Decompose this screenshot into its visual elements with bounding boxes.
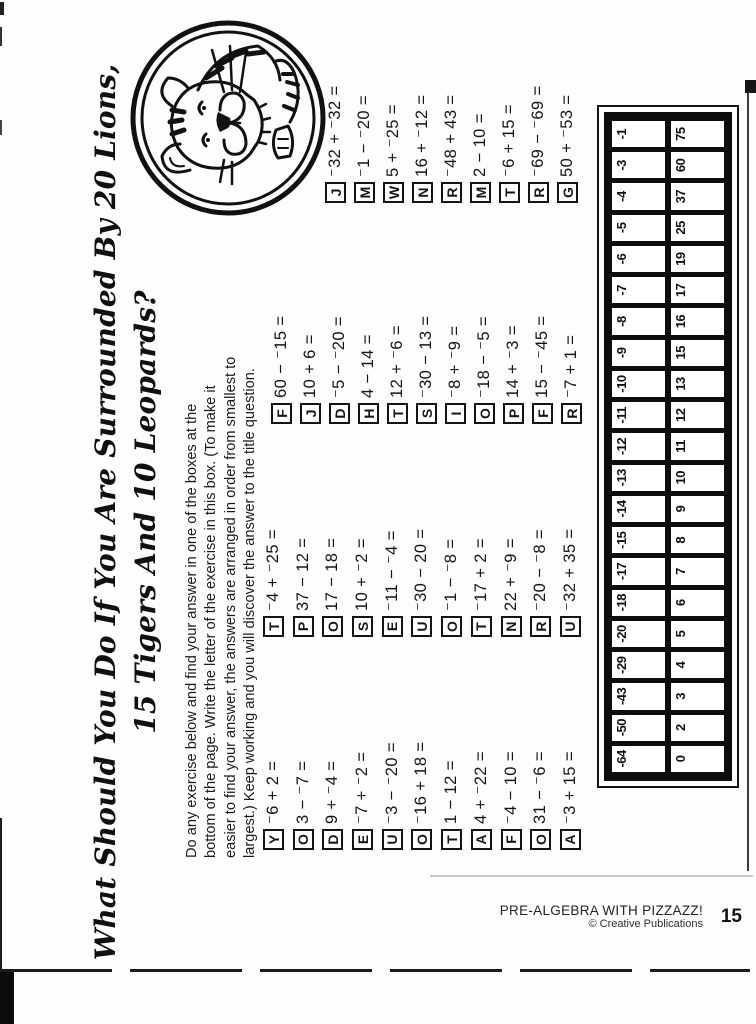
scan-edge-line-right (747, 85, 749, 871)
answer-cell (671, 652, 724, 678)
exercise-letter-box: T (441, 829, 462, 850)
exercise-expression: ⁻7 + 1 = (562, 334, 580, 398)
answer-cell (612, 183, 665, 209)
exercise-letter-box: U (560, 616, 581, 637)
title-line-2: 15 Tigers And 10 Leopards? (129, 290, 162, 734)
exercise-letter-box: T (471, 616, 492, 637)
answer-cell (671, 183, 724, 209)
exercise-letter-box: E (382, 616, 403, 637)
exercise-expression: ⁻18 − ⁻5 = (475, 316, 493, 398)
exercise-letter-box: D (329, 403, 350, 424)
answer-value: 16 (673, 314, 688, 329)
exercise-letter-box: N (501, 616, 522, 637)
exercise-expression: 3 − ⁻7 = (293, 760, 312, 824)
exercise-expression: ⁻48 + 43 = (442, 94, 460, 177)
answer-cell (671, 340, 724, 366)
answer-cell (612, 433, 665, 459)
exercise-row (530, 742, 560, 850)
exercise-expression: 4 − 14 = (359, 334, 377, 398)
answer-grid-row-2 (671, 121, 724, 772)
answer-value: 37 (673, 189, 688, 204)
answer-value: 7 (673, 568, 688, 575)
answer-value: -13 (614, 469, 629, 487)
exercise-expression: 17 − 18 = (323, 537, 342, 611)
exercise-row (471, 529, 501, 637)
answer-cell (612, 527, 665, 553)
instructions-paragraph (183, 357, 261, 858)
exercise-expression: ⁻30 − 13 = (417, 315, 435, 398)
answer-cell (671, 558, 724, 584)
exercise-expression: 10 + 6 = (301, 334, 319, 398)
answer-value: 6 (673, 599, 688, 607)
exercise-row (532, 316, 561, 424)
exercise-expression: 10 + ⁻2 = (353, 538, 372, 611)
footer-series-title: PRE-ALGEBRA WITH PIZZAZZ! (499, 903, 703, 918)
exercise-letter-box: M (354, 182, 375, 203)
answer-value: 12 (673, 408, 688, 423)
answer-cell (671, 590, 724, 616)
exercise-row (474, 316, 503, 424)
exercise-row (499, 85, 528, 203)
exercise-letter-box: F (271, 403, 292, 424)
answer-value: -18 (614, 594, 629, 612)
instruction-line: Do any exercise below and find your answer in one of the boxes at the (184, 403, 200, 858)
exercise-row (293, 529, 323, 637)
answer-value: -11 (614, 406, 629, 424)
answer-cell (671, 527, 724, 553)
answer-cell (671, 715, 724, 741)
exercise-expression: 50 + ⁻53 = (558, 94, 576, 177)
exercise-letter-box: P (293, 616, 314, 637)
exercise-row (560, 742, 590, 850)
scan-edge-mark-right (745, 80, 756, 93)
answer-cell (612, 121, 665, 147)
exercise-expression: ⁻4 − 10 = (501, 751, 520, 824)
answer-cell (671, 683, 724, 709)
exercise-row (263, 742, 293, 850)
exercise-row (411, 742, 441, 850)
exercise-expression: ⁻8 + ⁻9 = (446, 325, 464, 398)
exercise-row (300, 316, 329, 424)
exercise-letter-box: Y (263, 829, 284, 850)
answer-value: -14 (614, 500, 629, 518)
answer-cell (671, 308, 724, 334)
exercise-row (382, 529, 412, 637)
exercise-letter-box: O (322, 616, 343, 637)
exercise-letter-box: E (352, 829, 373, 850)
answer-cell (612, 465, 665, 491)
exercise-expression: ⁻1 − ⁻20 = (355, 95, 373, 177)
exercise-row (471, 742, 501, 850)
exercise-letter-box: O (411, 829, 432, 850)
answer-cell (612, 402, 665, 428)
answer-cell (612, 246, 665, 272)
answer-value: -7 (614, 285, 629, 296)
exercise-row (441, 529, 471, 637)
answer-value: -9 (614, 347, 629, 359)
exercise-expression: ⁻32 + ⁻32 = (326, 85, 344, 177)
answer-value: -12 (614, 437, 629, 456)
tiger-icon (128, 18, 328, 218)
answer-cell (612, 590, 665, 616)
answer-cell (612, 496, 665, 522)
exercise-letter-box: T (387, 403, 408, 424)
answer-value: -4 (614, 191, 629, 202)
exercise-letter-box: R (528, 182, 549, 203)
answer-value: -17 (614, 562, 629, 581)
exercise-column-3 (271, 316, 590, 424)
exercise-letter-box: U (411, 616, 432, 637)
exercise-row (352, 742, 382, 850)
exercise-column-2 (263, 529, 590, 637)
answer-value: -8 (614, 316, 629, 327)
exercise-row (325, 85, 354, 203)
answer-cell (671, 152, 724, 178)
answer-value: 9 (673, 505, 688, 513)
exercise-letter-box: S (416, 403, 437, 424)
exercise-letter-box: T (263, 616, 284, 637)
exercise-row (503, 316, 532, 424)
exercise-letter-box: P (503, 403, 524, 424)
exercise-expression: ⁻30 − 20 = (412, 528, 431, 611)
exercise-expression: 16 + ⁻12 = (413, 94, 431, 177)
answer-value: 8 (673, 536, 688, 544)
answer-cell (671, 121, 724, 147)
exercise-letter-box: O (474, 403, 495, 424)
exercise-row (501, 742, 531, 850)
answer-cell (671, 746, 724, 772)
answer-cell (671, 246, 724, 272)
answer-cell (612, 621, 665, 647)
exercise-row (501, 529, 531, 637)
exercise-row (411, 529, 441, 637)
exercise-column-1 (263, 742, 590, 850)
exercise-row (358, 316, 387, 424)
exercise-row (383, 85, 412, 203)
exercise-expression: 15 − ⁻45 = (533, 315, 551, 398)
instruction-line: largest.) Keep working and you will discover the answer to the title question. (242, 368, 259, 858)
answer-cell (612, 215, 665, 241)
exercise-expression: ⁻6 + 15 = (500, 104, 518, 177)
exercise-row (416, 316, 445, 424)
answer-value: 0 (673, 755, 688, 763)
answer-cell (612, 371, 665, 397)
answer-value: -6 (614, 253, 629, 265)
answer-value: 15 (673, 346, 688, 360)
exercise-expression: ⁻16 + 18 = (412, 741, 431, 824)
exercise-expression: 60 − ⁻15 = (272, 315, 290, 398)
exercise-row (441, 742, 471, 850)
exercise-expression: ⁻1 − ⁻8 = (442, 538, 461, 611)
answer-cell (671, 433, 724, 459)
answer-value: 13 (673, 377, 688, 391)
exercise-letter-box: A (560, 829, 581, 850)
answer-value: 19 (673, 252, 688, 266)
exercise-row (561, 316, 590, 424)
answer-value: 75 (673, 127, 688, 141)
exercise-expression: ⁻4 + ⁻25 = (264, 529, 282, 611)
answer-cell (612, 746, 665, 772)
exercise-row (445, 316, 474, 424)
exercise-letter-box: A (471, 829, 492, 850)
instruction-line: easier to find your answer, the answers are arranged in order from smallest to (222, 356, 239, 858)
exercise-row (329, 316, 358, 424)
exercise-letter-box: U (382, 829, 403, 850)
page-footer (500, 903, 703, 930)
exercise-letter-box: J (300, 403, 321, 424)
exercise-expression: ⁻6 + 2 = (264, 760, 282, 824)
page-number: 15 (720, 906, 742, 927)
answer-cell (671, 465, 724, 491)
exercise-letter-box: R (441, 182, 462, 203)
exercise-row (470, 85, 499, 203)
exercise-letter-box: R (530, 616, 551, 637)
answer-grid-frame (604, 112, 732, 781)
answer-cell (612, 277, 665, 303)
exercise-letter-box: I (445, 403, 466, 424)
scan-edge-tick-1 (0, 27, 2, 46)
exercise-expression: 1 − 12 = (442, 760, 461, 824)
exercise-letter-box: W (383, 182, 404, 203)
exercise-expression: ⁻7 + ⁻2 = (353, 751, 372, 824)
answer-cell (612, 715, 665, 741)
answer-cell (612, 308, 665, 334)
exercise-row (560, 529, 590, 637)
exercise-expression: 22 + ⁻9 = (501, 538, 520, 611)
exercise-expression: 4 + ⁻22 = (471, 751, 490, 824)
scan-crease-line (430, 875, 753, 877)
exercise-expression: ⁻20 − ⁻8 = (531, 529, 550, 611)
exercise-expression: 31 − ⁻6 = (531, 751, 550, 824)
exercise-letter-box: S (352, 616, 373, 637)
exercise-row (352, 529, 382, 637)
answer-cell (671, 277, 724, 303)
answer-cell (671, 402, 724, 428)
answer-cell (612, 340, 665, 366)
exercise-letter-box: O (441, 616, 462, 637)
exercise-letter-box: F (532, 403, 553, 424)
answer-cell (671, 215, 724, 241)
title-line-1: What Should You Do If You Are Surrounded By 20 Lions, (89, 63, 122, 961)
exercise-expression: ⁻3 − ⁻20 = (382, 742, 401, 824)
exercise-row (322, 529, 352, 637)
answer-value: -43 (614, 687, 629, 706)
answer-cell (612, 152, 665, 178)
exercise-expression: 5 + ⁻25 = (384, 104, 402, 177)
exercise-expression: ⁻69 − ⁻69 = (529, 85, 547, 177)
answer-value: 10 (673, 471, 688, 485)
answer-cell (612, 558, 665, 584)
answer-value: -15 (614, 531, 629, 549)
exercise-expression: 12 + ⁻6 = (388, 325, 406, 398)
answer-cell (612, 683, 665, 709)
exercise-row (322, 742, 352, 850)
exercise-expression: ⁻3 + 15 = (560, 751, 579, 824)
exercise-column-4 (325, 85, 586, 203)
instruction-line: bottom of the page. Write the letter of the exercise in this box. (To make it (203, 385, 220, 858)
answer-value: 25 (673, 221, 688, 235)
exercise-letter-box: H (358, 403, 379, 424)
exercise-letter-box: F (501, 829, 522, 850)
exercise-expression: ⁻32 + 35 = (560, 528, 579, 611)
answer-value: 11 (673, 440, 688, 453)
exercise-row (387, 316, 416, 424)
exercise-expression: ⁻5 − ⁻20 = (330, 316, 348, 398)
answer-value: 3 (673, 693, 688, 700)
answer-cell (671, 621, 724, 647)
answer-value: 5 (673, 630, 688, 638)
exercise-letter-box: G (557, 182, 578, 203)
answer-grid-row-1 (612, 121, 665, 772)
exercise-letter-box: O (293, 829, 314, 850)
exercise-expression: 2 − 10 = (471, 113, 489, 177)
scan-edge-mark-top-left (0, 2, 4, 15)
answer-grid (597, 105, 739, 788)
exercise-expression: 14 + ⁻3 = (504, 325, 522, 398)
exercise-row (557, 85, 586, 203)
footer-copyright: © Creative Publications (588, 918, 703, 930)
page-bottom-rule (0, 969, 750, 972)
answer-value: -5 (614, 222, 629, 234)
answer-value: -3 (614, 160, 629, 171)
exercise-row (271, 316, 300, 424)
exercise-row (412, 85, 441, 203)
exercise-expression: 37 − 12 = (293, 537, 312, 611)
exercise-row (441, 85, 470, 203)
answer-cell (612, 652, 665, 678)
exercise-letter-box: O (530, 829, 551, 850)
exercise-row (354, 85, 383, 203)
exercise-expression: ⁻17 + 2 = (471, 538, 490, 611)
answer-value: -20 (614, 625, 629, 643)
scan-edge-tick-2 (0, 120, 2, 135)
exercise-expression: ⁻11 − ⁻4 = (382, 530, 401, 611)
exercise-letter-box: M (470, 182, 491, 203)
exercise-row (530, 529, 560, 637)
exercise-letter-box: R (561, 403, 582, 424)
exercise-expression: 9 + ⁻4 = (323, 760, 342, 824)
answer-cell (671, 496, 724, 522)
exercise-row (263, 529, 293, 637)
answer-value: 17 (673, 283, 688, 298)
answer-cell (671, 371, 724, 397)
answer-value: -29 (614, 656, 629, 674)
answer-value: 4 (673, 661, 688, 669)
exercise-row (382, 742, 412, 850)
answer-value: -50 (614, 719, 629, 737)
exercise-letter-box: D (322, 829, 343, 850)
answer-value: -10 (614, 375, 629, 393)
answer-value: -64 (614, 750, 629, 768)
scan-edge-line-left (0, 818, 2, 972)
exercise-letter-box: J (325, 182, 346, 203)
scan-edge-mark-bottom-left (0, 972, 14, 1024)
exercise-letter-box: T (499, 182, 520, 203)
exercise-row (293, 742, 323, 850)
answer-value: 2 (673, 724, 688, 732)
answer-value: 60 (673, 158, 688, 173)
exercise-letter-box: N (412, 182, 433, 203)
exercise-row (528, 85, 557, 203)
answer-value: -1 (614, 128, 629, 140)
